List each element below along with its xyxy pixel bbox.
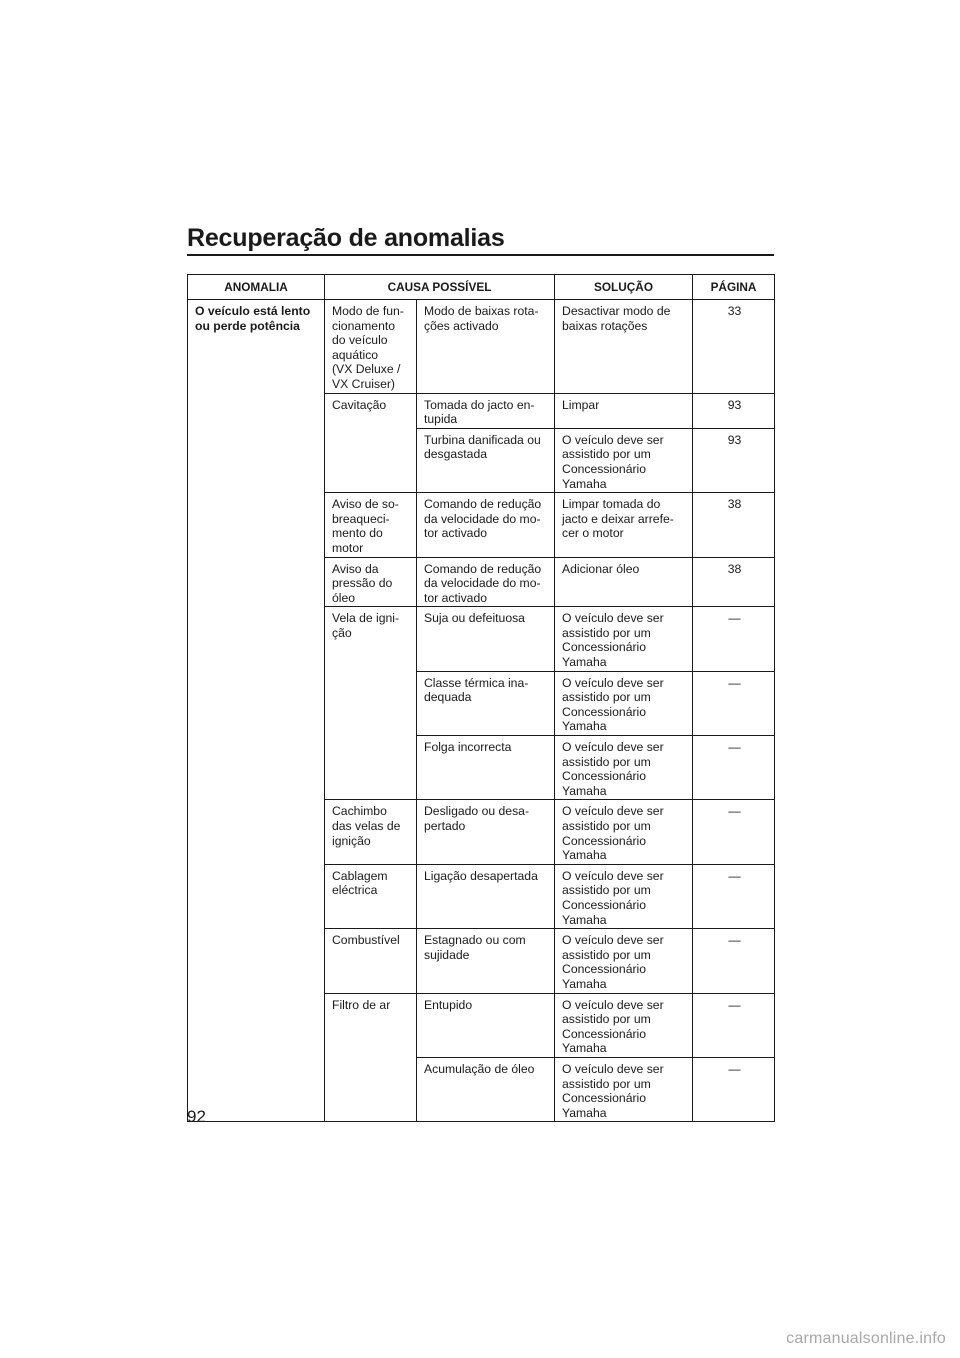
- solution-cell: O veículo deve ser assistido por um Concessionário Yamaha: [555, 1057, 693, 1121]
- cause-detail-cell: Modo de baixas rota- ções activado: [417, 300, 555, 394]
- solution-cell: O veículo deve ser assistido por um Concessionário Yamaha: [555, 864, 693, 928]
- cause-cell: Modo de fun- cionamento do veículo aquático (VX Deluxe / VX Cruiser): [325, 300, 417, 394]
- cause-detail-cell: Suja ou defeituosa: [417, 607, 555, 671]
- cause-cell: Cablagem eléctrica: [325, 864, 417, 928]
- cause-detail-cell: Comando de redução da velocidade do mo- tor activado: [417, 557, 555, 607]
- page-ref-cell: —: [693, 736, 775, 800]
- page-ref-cell: —: [693, 993, 775, 1057]
- header-cause: CAUSA POSSÍVEL: [325, 275, 555, 300]
- header-anomaly: ANOMALIA: [188, 275, 325, 300]
- page-ref-cell: —: [693, 607, 775, 671]
- page-ref-cell: 38: [693, 557, 775, 607]
- problem-cell: O veículo está lento ou perde potência: [188, 300, 325, 1122]
- solution-cell: Adicionar óleo: [555, 557, 693, 607]
- solution-cell: O veículo deve ser assistido por um Concessionário Yamaha: [555, 736, 693, 800]
- cause-detail-cell: Turbina danificada ou desgastada: [417, 428, 555, 492]
- solution-cell: Limpar: [555, 393, 693, 428]
- solution-cell: O veículo deve ser assistido por um Concessionário Yamaha: [555, 428, 693, 492]
- cause-detail-cell: Entupido: [417, 993, 555, 1057]
- header-solution: SOLUÇÃO: [555, 275, 693, 300]
- cause-cell: Filtro de ar: [325, 993, 417, 1122]
- cause-detail-cell: Comando de redução da velocidade do mo- tor activado: [417, 493, 555, 557]
- page-ref-cell: —: [693, 929, 775, 993]
- cause-cell: Vela de igni- ção: [325, 607, 417, 800]
- solution-cell: O veículo deve ser assistido por um Concessionário Yamaha: [555, 929, 693, 993]
- header-page: PÁGINA: [693, 275, 775, 300]
- page-ref-cell: 33: [693, 300, 775, 394]
- page-title: Recuperação de anomalias: [187, 224, 505, 252]
- solution-cell: O veículo deve ser assistido por um Concessionário Yamaha: [555, 800, 693, 864]
- cause-detail-cell: Folga incorrecta: [417, 736, 555, 800]
- table-row: [188, 300, 775, 394]
- table-header-row: [188, 275, 775, 300]
- page-number: 92: [187, 1107, 206, 1126]
- watermark: carmanualsonline.info: [786, 1330, 946, 1347]
- page-ref-cell: —: [693, 800, 775, 864]
- solution-cell: O veículo deve ser assistido por um Concessionário Yamaha: [555, 671, 693, 735]
- title-divider: [187, 254, 774, 256]
- page-ref-cell: —: [693, 864, 775, 928]
- page-ref-cell: —: [693, 671, 775, 735]
- cause-cell: Cavitação: [325, 393, 417, 493]
- page-ref-cell: 93: [693, 428, 775, 492]
- cause-detail-cell: Ligação desapertada: [417, 864, 555, 928]
- cause-cell: Aviso de so- breaqueci- mento do motor: [325, 493, 417, 557]
- solution-cell: Limpar tomada do jacto e deixar arrefe- cer o motor: [555, 493, 693, 557]
- solution-cell: Desactivar modo de baixas rotações: [555, 300, 693, 394]
- cause-detail-cell: Tomada do jacto en- tupida: [417, 393, 555, 428]
- page-ref-cell: 38: [693, 493, 775, 557]
- cause-detail-cell: Acumulação de óleo: [417, 1057, 555, 1121]
- page-ref-cell: 93: [693, 393, 775, 428]
- cause-cell: Combustível: [325, 929, 417, 993]
- cause-detail-cell: Desligado ou desa- pertado: [417, 800, 555, 864]
- cause-cell: Cachimbo das velas de ignição: [325, 800, 417, 864]
- cause-cell: Aviso da pressão do óleo: [325, 557, 417, 607]
- page-ref-cell: —: [693, 1057, 775, 1121]
- cause-detail-cell: Classe térmica ina- dequada: [417, 671, 555, 735]
- cause-detail-cell: Estagnado ou com sujidade: [417, 929, 555, 993]
- troubleshooting-table: [187, 274, 775, 1122]
- solution-cell: O veículo deve ser assistido por um Concessionário Yamaha: [555, 993, 693, 1057]
- solution-cell: O veículo deve ser assistido por um Concessionário Yamaha: [555, 607, 693, 671]
